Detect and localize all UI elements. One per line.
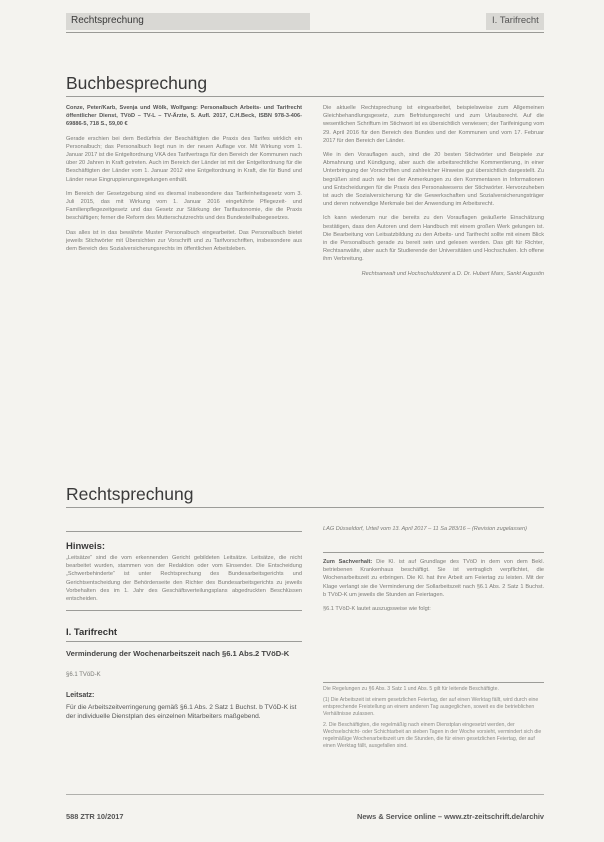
case-right-column bbox=[323, 525, 544, 539]
case-law-rule bbox=[66, 507, 544, 508]
leitsatz-body: Für die Arbeitszeitverringerung gemäß §6.1 Abs. 2 Satz 1 Buchst. b TVöD-K ist der individuelle Dienstplan des einzelnen Mitarbeiters maßgebend. bbox=[66, 704, 297, 720]
note-item: 2. Die Beschäftigten, die regelmäßig nach einem Dienstplan eingesetzt werden, der Wechselschicht- oder Schichtarbeit an sieben Tagen in der Woche vorsieht, vermindert sich die regelmäßige Wochenarbeitszeit um die Stunden, die für einen gesetzlichen Feiertag, der auf einen Werktag fällt, ausgefallen sind. bbox=[323, 722, 542, 749]
note-item: Die Regelungen zu §6 Abs. 3 Satz 1 und Abs. 5 gilt für leitende Beschäftigte. bbox=[323, 686, 499, 692]
book-review-paragraph: Wie in den Vorauflagen auch, sind die 20 besten Stichwörter und Beispiele zur Abmahnung und Kündigung, aber auch die arbeitsrechtliche Kommentierung, in einer Unterbringung der Vorschriften und zahlreicher Hinweise gut übersichtlich dargestellt. Zu begrüßen sind auch wie bei der Anmerkungen zu den Kommentaren in Informationen und Entscheidungen für die Praxis des Personalwesens der Stichwörter. Hervorzuheben ist auch die Sozialversicherung für die Gewerkschaften und Sozialversicherungsträger und deren notwendige Merkmale bei der Anwendung im Arbeitsrecht. bbox=[323, 152, 544, 208]
section-reference: §6.1 TVöD-K bbox=[66, 672, 101, 678]
hinweis-bottom-rule bbox=[66, 610, 302, 611]
book-citation: Conze, Peter/Karb, Svenja und Wölk, Wolfgang: Personalbuch Arbeits- und Tarifrecht öffentlicher Dienst, TVöD – TV-L – TV-Ärzte, 5. Aufl. 2017, C.H.Beck, ISBN 978-3-406-69886-5, 718 S., 59,00 € bbox=[66, 105, 302, 128]
case-subheading: Verminderung der Wochenarbeitszeit nach §6.1 Abs.2 TVöD-K bbox=[66, 649, 290, 658]
case-law-heading: Rechtsprechung bbox=[66, 484, 194, 504]
book-review-right-column bbox=[323, 104, 544, 284]
book-review-paragraph: Das alles ist in das bewährte Muster Personalbuch eingearbeitet. Das Personalbuch bietet jeweils Stichwörter mit Übersichten zur Vorschrift und zu Tarifvorschriften, insbesondere aus dem Bereich des Sozialversicherungsrechts im öffentlichen Arbeitsleben. bbox=[66, 229, 302, 253]
court-reference: LAG Düsseldorf, Urteil vom 13. April 2017 – 11 Sa 283/16 – (Revision zugelassen) bbox=[323, 526, 527, 532]
leitsatz-title: Leitsatz: bbox=[66, 692, 95, 699]
header-rule bbox=[66, 32, 544, 33]
sachverhalt-block bbox=[323, 558, 544, 619]
book-review-paragraph: Ich kann wiederum nur die bereits zu den Vorauflagen geäußerte Einschätzung bestätigen, dass den Autoren und dem Handbuch mit einem großen Werk gelungen ist. Die Bearbeitung von Leitsatzbildung zu den Arbeits- und Tarifrecht sollte mit einem Blick in die Personalbuch gerade zu bereit sein und gelesen werden. Das gilt für Richter, Rechtsanwälte, aber auch für Studierende der Universitäten und Hochschulen. Ich offene ihm Verbreitung. bbox=[323, 215, 544, 263]
book-review-paragraph: Die aktuelle Rechtsprechung ist eingearbeitet, beispielsweise zum Allgemeinen Gleichbehandlungsgesetz, zum Befristungsrecht und zum Urlaubsrecht. Auf die wesentlichen Schriftum im Stichwort ist es übersichtlich verwiesen; der Tarifeinigung vom 29. April 2016 für den Bereich des Bundes und der Kommunen und vom 17. Februar 2017 für den Bereich der Länder. bbox=[323, 105, 544, 144]
notes-block bbox=[323, 686, 544, 750]
sachverhalt-label: Zum Sachverhalt: bbox=[323, 559, 373, 565]
reviewer-signature: Rechtsanwalt und Hochschuldozent a.D. Dr. Hubert Marx, Sankt Augustin bbox=[361, 270, 544, 277]
book-review-heading: Buchbesprechung bbox=[66, 73, 208, 93]
section-tab-label: Rechtsprechung bbox=[71, 15, 144, 26]
hinweis-title: Hinweis: bbox=[66, 541, 106, 552]
section-tab bbox=[66, 13, 310, 30]
footer-archive-link[interactable]: News & Service online – www.ztr-zeitschrift.de/archiv bbox=[356, 812, 544, 821]
book-review-rule bbox=[66, 96, 544, 97]
chapter-tab-label: I. Tarifrecht bbox=[492, 15, 539, 26]
note-item: (1) Die Arbeitszeit ist einem gesetzlichen Feiertag, der auf einen Werktag fällt, wird durch eine entsprechende Freistellung an einem anderen Tag ausgeglichen, soweit es die betrieblichen Verhältnisse zulassen. bbox=[323, 697, 539, 717]
book-review-left-column bbox=[66, 104, 302, 259]
sachverhalt-reference: §6.1 TVöD-K lautet auszugsweise wie folgt: bbox=[323, 606, 431, 613]
chapter-tab bbox=[486, 13, 544, 30]
hinweis-body: „Leitsätze“ sind die vom erkennenden Gericht gebildeten Leitsätze. Leitsätze, die nicht bearbeitet wurden, stammen von der Redaktion oder vom Einsender. Die Entscheidung „Schwerbehinderte“ ist unter Rechtsprechung des Bundesarbeitsgerichts und Gerichtsentscheidung der Behördenseite den Richter des Bundesarbeitsgerichts zu jeweils Vorbehalten des im 1. Jahr des Geschäftsverteilungsplans abgedruckten Beschlüssen entscheiden. bbox=[66, 555, 302, 603]
section-heading: I. Tarifrecht bbox=[66, 627, 118, 638]
book-review-paragraph: Gerade erschien bei dem Bedürfnis der Beschäftigten die Praxis des Tarifes wirklich ein Personalbuch; das Personalbuch liegt nun in der neuen Auflage vor. Mit Wirkung vom 1. Januar 2017 ist die Entgeltordnung VKA des Tarifvertrags für den Bereich der Kommunen nach über 20 Jahren in Kraft getreten. Auch im Bereich der Länder ist mit der Entgeltordnung für die Beschäftigten der Länder vom 1. Januar 2012 eine Entgeltordnung in Kraft, die für Bund und Länder neue Eingruppierungsregelungen enthält. bbox=[66, 135, 302, 183]
notes-rule bbox=[323, 682, 544, 683]
sachverhalt-body: Die Kl. ist auf Grundlage des TVöD in dem von dem Bekl. betriebenen Krankenhaus beschäftigt. Sie ist vertraglich verpflichtet, die Wochenarbeitszeit zu erbringen. Die Kl. hat ihre Arbeit am Feiertag zu leisten. Mit der Klage verlangt sie die Verminderung der Sollarbeitszeit nach §6.1 Abs. 2 Satz 1 Buchst. b TVöD-K um jeweils die Stunden an Feiertagen. bbox=[323, 559, 544, 598]
book-review-paragraph: Im Bereich der Gesetzgebung sind es diesmal insbesondere das Tarifeinheitsgesetz vom 3. Juli 2015, das mit Wirkung vom 1. Januar 2016 eingeführte Pflegezeit- und Familienpflegezeitgesetz und das Gesetz zur Stärkung der Tarifautonomie, die die Praxis beschäftigen; ferner die Reform des Mutterschutzrechts und des Bundesteilhabegesetzes. bbox=[66, 190, 302, 222]
footer-rule bbox=[66, 794, 544, 795]
hinweis-top-rule bbox=[66, 531, 302, 532]
footer-page-info: 588 ZTR 10/2017 bbox=[66, 812, 124, 821]
court-ref-rule bbox=[323, 552, 544, 553]
section-rule bbox=[66, 641, 302, 642]
